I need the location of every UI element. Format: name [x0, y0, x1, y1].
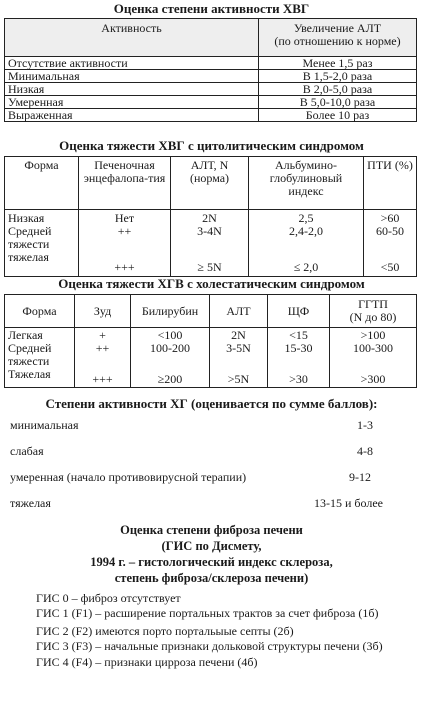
cyto-header-form: Форма [5, 157, 79, 210]
cyto-pti-medium: 60-50 [376, 224, 404, 238]
score-row-label: слабая [10, 444, 44, 458]
activity-header-activity: Активность [5, 19, 259, 57]
activity-row-value: Менее 1,5 раз [259, 57, 417, 70]
cyto-alt-medium: 3-4N [197, 224, 222, 238]
chol-header-itch: Зуд [75, 295, 131, 328]
activity-row-value: В 5,0-10,0 раза [259, 96, 417, 109]
activity-row-value: В 1,5-2,0 раза [259, 70, 417, 83]
activity-row-label: Низкая [5, 83, 259, 96]
score-row-value: 4-8 [357, 444, 373, 458]
cyto-enc-severe: +++ [114, 260, 135, 274]
fibrosis-list [8, 591, 416, 670]
chol-itch-severe: +++ [92, 372, 113, 386]
chol-alp-medium: 15-30 [284, 341, 313, 355]
chol-form-severe: Тяжелая [8, 367, 51, 381]
chol-itch-cell [75, 328, 131, 388]
chol-alp-light: <15 [289, 328, 308, 342]
cyto-enc-cell [79, 210, 171, 277]
activity-row-label: Выраженная [5, 109, 259, 122]
chol-form-cell [5, 328, 75, 388]
activity-row-label: Отсутствие активности [5, 57, 259, 70]
chol-alt-light: 2N [231, 328, 246, 342]
cytolytic-title: Оценка тяжести ХВГ с цитолитическим синдромом [59, 138, 364, 153]
chol-alp-cell [268, 328, 330, 388]
score-row-value: 9-12 [349, 470, 371, 484]
cyto-alb-severe: ≤ 2,0 [293, 260, 319, 274]
cyto-header-pti: ПТИ (%) [364, 157, 417, 210]
cyto-alt-cell [171, 210, 249, 277]
fibrosis-item-2: ГИС 2 (F2) имеются порто портальыые септы (2б) [36, 624, 294, 638]
fibrosis-item-3: ГИС 3 (F3) – начальные признаки дольковой структуры печени (3б) [36, 639, 383, 653]
activity-row-value: Более 10 раз [259, 109, 417, 122]
chol-form-medium: Средней тяжести [8, 341, 52, 368]
fibrosis-title-2: (ГИС по Дисмету, [161, 539, 262, 553]
activity-title: Оценка степени активности ХВГ [113, 1, 310, 16]
chol-alt-medium: 3-5N [226, 341, 251, 355]
chol-bili-light: <100 [157, 328, 183, 342]
cyto-pti-cell [364, 210, 417, 277]
cyto-enc-low: Нет [114, 211, 135, 225]
chol-alt-cell [210, 328, 268, 388]
chol-bili-cell [131, 328, 210, 388]
activity-header-alt-line1: Увеличение АЛТ [293, 21, 382, 35]
cyto-alt-severe: ≥ 5N [197, 260, 222, 274]
fibrosis-title-3: 1994 г. – гистологический индекс склероза, [90, 555, 333, 569]
score-row [10, 496, 415, 511]
chol-ggtp-light: >100 [360, 328, 386, 342]
cyto-header-albumin: Альбумино-глобулиновый индекс [249, 157, 364, 210]
score-row [10, 470, 415, 485]
score-row-value: 1-3 [357, 418, 373, 432]
fibrosis-item-1: ГИС 1 (F1) – расширение портальных трактов за счет фиброза (1б) [36, 606, 379, 620]
chol-header-bilirubin: Билирубин [131, 295, 210, 328]
cholestatic-table [4, 294, 417, 388]
score-row [10, 418, 415, 433]
chol-ggtp-severe: >300 [360, 372, 386, 386]
fibrosis-title-1: Оценка степени фиброза печени [120, 523, 303, 537]
score-row-label: минимальная [10, 418, 79, 432]
chol-header-form: Форма [5, 295, 75, 328]
cyto-pti-low: >60 [380, 211, 400, 225]
activity-row-value: В 2,0-5,0 раза [259, 83, 417, 96]
score-title: Степени активности ХГ (оценивается по сумме баллов): [45, 396, 378, 411]
activity-row-label: Умеренная [5, 96, 259, 109]
chol-bili-severe: ≥200 [157, 372, 183, 386]
fibrosis-item-0: ГИС 0 – фиброз отсутствует [36, 591, 181, 605]
cyto-header-alt: АЛТ, N (норма) [171, 157, 249, 210]
cyto-enc-medium: ++ [117, 224, 132, 238]
cyto-alb-cell [249, 210, 364, 277]
cyto-form-severe: тяжелая [8, 250, 49, 264]
chol-itch-medium: ++ [95, 341, 110, 355]
chol-header-alp: ЩФ [268, 295, 330, 328]
chol-itch-light: + [99, 328, 106, 342]
cyto-alb-medium: 2,4-2,0 [289, 224, 323, 238]
score-row [10, 444, 415, 459]
chol-form-light: Легкая [8, 328, 43, 342]
score-row-label: тяжелая [10, 496, 51, 510]
activity-header-alt [259, 19, 417, 57]
cyto-alt-low: 2N [202, 211, 217, 225]
chol-ggtp-cell [330, 328, 417, 388]
activity-table [4, 18, 417, 122]
chol-header-ggtp-label: ГГТП [358, 297, 388, 311]
cytolytic-table [4, 156, 417, 277]
chol-alt-severe: >5N [227, 372, 250, 386]
chol-ggtp-medium: 100-300 [353, 341, 393, 355]
cyto-pti-severe: <50 [380, 260, 400, 274]
score-row-label: умеренная (начало противовирусной терапии) [10, 470, 247, 484]
score-row-value: 13-15 и более [314, 496, 384, 510]
cyto-alb-low: 2,5 [298, 211, 314, 225]
chol-alp-severe: >30 [289, 372, 308, 386]
fibrosis-item-4: ГИС 4 (F4) – признаки цирроза печени (4б) [36, 655, 258, 669]
chol-header-alt: АЛТ [210, 295, 268, 328]
cyto-header-encephalopathy: Печеночная энцефалопа-тия [79, 157, 171, 210]
cyto-form-cell [5, 210, 79, 277]
activity-row-label: Минимальная [5, 70, 259, 83]
activity-header-alt-line2: (по отношению к норме) [274, 34, 401, 48]
cyto-form-medium: Средней тяжести [8, 224, 52, 251]
cholestatic-title: Оценка тяжести ХГВ с холестатическим синдромом [58, 276, 365, 291]
cyto-form-low: Низкая [8, 211, 45, 225]
chol-header-ggtp [330, 295, 417, 328]
chol-header-ggtp-sub: (N до 80) [349, 310, 397, 324]
chol-bili-medium: 100-200 [150, 341, 190, 355]
fibrosis-title-4: степень фиброза/склероза печени) [114, 571, 309, 585]
